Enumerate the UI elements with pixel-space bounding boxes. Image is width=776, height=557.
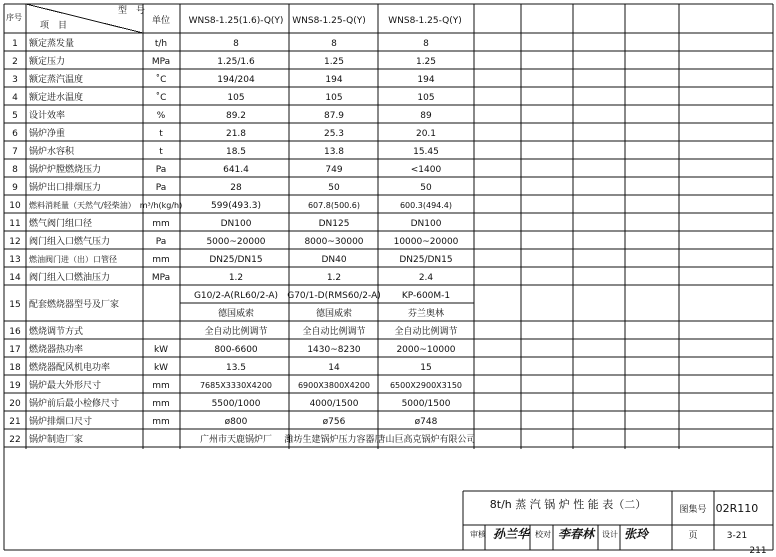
table-grid bbox=[4, 4, 773, 550]
row-number: 15 bbox=[9, 300, 21, 310]
row-value: 广州市天鹿锅炉厂 bbox=[199, 435, 273, 445]
model-2-header: WNS8-1.25-Q(Y) bbox=[292, 16, 366, 26]
row-number: 18 bbox=[9, 363, 21, 373]
row-value: 5000~20000 bbox=[206, 237, 266, 247]
review-signature: 孙兰华 bbox=[493, 527, 530, 541]
row-value: 4000/1500 bbox=[309, 399, 359, 409]
row-value: 1.2 bbox=[326, 273, 342, 283]
row-value: 28 bbox=[230, 183, 242, 193]
row-unit: mm bbox=[152, 381, 170, 391]
row-number: 5 bbox=[12, 111, 18, 121]
row-number: 16 bbox=[9, 327, 21, 337]
row-value: 13.8 bbox=[323, 147, 345, 157]
check-signature: 李春林 bbox=[558, 527, 595, 541]
row-value: 5500/1000 bbox=[211, 399, 261, 409]
row-unit: Pa bbox=[155, 165, 167, 175]
row-item-label: 锅炉炉膛燃烧压力 bbox=[29, 165, 102, 175]
row-number: 12 bbox=[9, 237, 21, 247]
row-number: 7 bbox=[12, 147, 18, 157]
row-value: 749 bbox=[325, 165, 343, 175]
row-number: 9 bbox=[12, 183, 18, 193]
row-value-model: G10/2-A(RL60/2-A) bbox=[193, 291, 279, 301]
page-number: 211 bbox=[749, 546, 767, 556]
model-1-header: WNS8-1.25(1.6)-Q(Y) bbox=[188, 16, 284, 26]
design-signature: 张玲 bbox=[624, 527, 649, 541]
row-unit: Pa bbox=[155, 237, 167, 247]
row-value: 2000~10000 bbox=[396, 345, 456, 355]
row-item-label: 锅炉净重 bbox=[29, 129, 66, 139]
row-unit: MPa bbox=[151, 273, 171, 283]
row-unit: ˚C bbox=[155, 93, 167, 103]
row-item-label: 配套燃烧器型号及厂家 bbox=[29, 300, 120, 310]
row-value: 1.2 bbox=[228, 273, 244, 283]
row-item-label: 锅炉最大外形尺寸 bbox=[29, 381, 102, 391]
row-number: 10 bbox=[9, 201, 21, 211]
row-value: 唐山巨高克锅炉有限公司 bbox=[376, 435, 476, 445]
row-item-label: 锅炉前后最小检修尺寸 bbox=[29, 399, 120, 409]
row-value-maker: 德国威索 bbox=[217, 309, 255, 319]
unit-header: 单位 bbox=[151, 16, 171, 26]
row-unit: ˚C bbox=[155, 75, 167, 85]
row-value: 18.5 bbox=[225, 147, 247, 157]
row-number: 21 bbox=[9, 417, 21, 427]
row-value: 15 bbox=[420, 363, 432, 373]
row-value: 87.9 bbox=[323, 111, 345, 121]
row-unit: MPa bbox=[151, 57, 171, 67]
row-value: DN25/DN15 bbox=[209, 255, 263, 265]
row-value-maker: 芬兰奥林 bbox=[407, 309, 445, 319]
row-value: 105 bbox=[417, 93, 435, 103]
model-3-header: WNS8-1.25-Q(Y) bbox=[388, 16, 462, 26]
row-number: 3 bbox=[12, 75, 18, 85]
row-value: 6900X3800X4200 bbox=[297, 381, 371, 390]
row-item-label: 锅炉水容积 bbox=[29, 147, 75, 157]
row-unit: mm bbox=[152, 399, 170, 409]
row-value: 全自动比例调节 bbox=[394, 327, 458, 337]
row-value: 21.8 bbox=[225, 129, 247, 139]
atlas-label: 图集号 bbox=[679, 505, 707, 515]
check-label: 校对 bbox=[535, 530, 551, 539]
row-value: 1.25 bbox=[323, 57, 345, 67]
title-block bbox=[470, 497, 758, 541]
row-item-label: 燃油阀门进（出）口管径 bbox=[29, 255, 117, 264]
row-number: 11 bbox=[9, 219, 21, 229]
design-label: 设计 bbox=[602, 530, 618, 539]
row-value: 105 bbox=[227, 93, 245, 103]
row-item-label: 阀门组入口燃油压力 bbox=[29, 273, 111, 283]
model-header: 型 号 bbox=[118, 6, 146, 16]
review-label: 审核 bbox=[470, 530, 486, 539]
row-value: <1400 bbox=[410, 165, 442, 175]
row-item-label: 燃烧器配风机电功率 bbox=[29, 363, 111, 373]
row-value: 7685X3330X4200 bbox=[199, 381, 273, 390]
row-unit: t bbox=[159, 147, 163, 157]
row-item-label: 锅炉排烟口尺寸 bbox=[29, 417, 93, 427]
row-value: 14 bbox=[328, 363, 340, 373]
row-value: DN40 bbox=[321, 255, 347, 265]
row-value-maker: 德国威索 bbox=[315, 309, 353, 319]
row-unit: mm bbox=[152, 219, 170, 229]
row-number: 19 bbox=[9, 381, 21, 391]
row-number: 6 bbox=[12, 129, 18, 139]
row-value: 641.4 bbox=[223, 165, 249, 175]
row-unit: kW bbox=[153, 345, 169, 355]
row-value: 50 bbox=[420, 183, 432, 193]
page-label: 页 bbox=[688, 531, 698, 541]
seq-header: 序号 bbox=[6, 13, 22, 22]
row-value: 89.2 bbox=[225, 111, 247, 121]
row-value: 600.3(494.4) bbox=[399, 201, 453, 210]
row-value: 25.3 bbox=[323, 129, 345, 139]
row-item-label: 额定压力 bbox=[29, 57, 66, 67]
row-value-model: KP-600M-1 bbox=[401, 291, 451, 301]
row-unit: mm bbox=[152, 417, 170, 427]
row-unit: kW bbox=[153, 363, 169, 373]
row-value: 8000~30000 bbox=[304, 237, 364, 247]
row-item-label: 额定蒸汽温度 bbox=[29, 75, 84, 85]
row-unit: m³/h(kg/h) bbox=[139, 201, 183, 210]
row-number: 8 bbox=[12, 165, 18, 175]
row-unit: t bbox=[159, 129, 163, 139]
row-value: 8 bbox=[233, 39, 239, 49]
row-value: 全自动比例调节 bbox=[302, 327, 366, 337]
row-value: 89 bbox=[420, 111, 432, 121]
row-value: ø748 bbox=[414, 417, 438, 427]
row-value: 1.25 bbox=[415, 57, 437, 67]
row-value-model: G70/1-D(RMS60/2-A) bbox=[287, 291, 381, 301]
sheet-title: 8t/h 蒸 汽 锅 炉 性 能 表（二） bbox=[489, 498, 647, 511]
row-value: 1430~8230 bbox=[307, 345, 361, 355]
row-value: 10000~20000 bbox=[393, 237, 459, 247]
row-value: 6500X2900X3150 bbox=[389, 381, 463, 390]
row-unit: Pa bbox=[155, 183, 167, 193]
row-value: 599(493.3) bbox=[211, 201, 261, 211]
row-item-label: 阀门组入口燃气压力 bbox=[29, 237, 111, 247]
row-value: 2.4 bbox=[418, 273, 434, 283]
row-value: DN125 bbox=[318, 219, 350, 229]
row-unit: % bbox=[156, 111, 166, 121]
row-number: 13 bbox=[9, 255, 21, 265]
table-rows bbox=[9, 37, 475, 445]
row-number: 1 bbox=[12, 39, 18, 49]
row-number: 17 bbox=[9, 345, 21, 355]
row-item-label: 额定蒸发量 bbox=[29, 39, 75, 49]
row-item-label: 锅炉出口排烟压力 bbox=[29, 183, 102, 193]
row-value: 5000/1500 bbox=[401, 399, 451, 409]
row-item-label: 设计效率 bbox=[29, 111, 66, 121]
row-item-label: 燃烧器热功率 bbox=[29, 345, 84, 355]
row-value: DN100 bbox=[410, 219, 442, 229]
row-number: 4 bbox=[12, 93, 18, 103]
item-header: 项 目 bbox=[40, 21, 68, 31]
row-item-label: 燃烧调节方式 bbox=[29, 327, 84, 337]
row-number: 2 bbox=[12, 57, 18, 67]
row-value: 194/204 bbox=[217, 75, 255, 85]
row-value: ø800 bbox=[224, 417, 248, 427]
row-number: 20 bbox=[9, 399, 21, 409]
row-value: 8 bbox=[331, 39, 337, 49]
row-value: 50 bbox=[328, 183, 340, 193]
row-value: 15.45 bbox=[413, 147, 439, 157]
row-value: 800-6600 bbox=[214, 345, 258, 355]
row-unit: t/h bbox=[154, 39, 168, 49]
row-value: 20.1 bbox=[415, 129, 437, 139]
page-code: 3-21 bbox=[726, 531, 748, 541]
row-item-label: 燃气阀门组口径 bbox=[29, 219, 93, 229]
row-value: 105 bbox=[325, 93, 343, 103]
row-value: DN100 bbox=[220, 219, 252, 229]
row-value: 194 bbox=[417, 75, 435, 85]
table-header bbox=[6, 4, 462, 31]
row-item-label: 燃料消耗量（天然气/轻柴油） bbox=[29, 201, 136, 210]
row-value: 8 bbox=[423, 39, 429, 49]
row-value: ø756 bbox=[322, 417, 346, 427]
row-value: 全自动比例调节 bbox=[204, 327, 268, 337]
row-number: 22 bbox=[9, 435, 21, 445]
row-value: DN25/DN15 bbox=[399, 255, 453, 265]
row-item-label: 锅炉制造厂家 bbox=[29, 435, 84, 445]
row-number: 14 bbox=[9, 273, 21, 283]
atlas-number: 02R110 bbox=[715, 502, 759, 515]
row-value: 13.5 bbox=[225, 363, 247, 373]
row-value: 1.25/1.6 bbox=[217, 57, 255, 67]
row-value: 潍坊生建锅炉压力容器厂 bbox=[284, 435, 384, 445]
row-unit: mm bbox=[152, 255, 170, 265]
row-value: 607.8(500.6) bbox=[307, 201, 361, 210]
row-value: 194 bbox=[325, 75, 343, 85]
row-item-label: 额定进水温度 bbox=[29, 93, 84, 103]
